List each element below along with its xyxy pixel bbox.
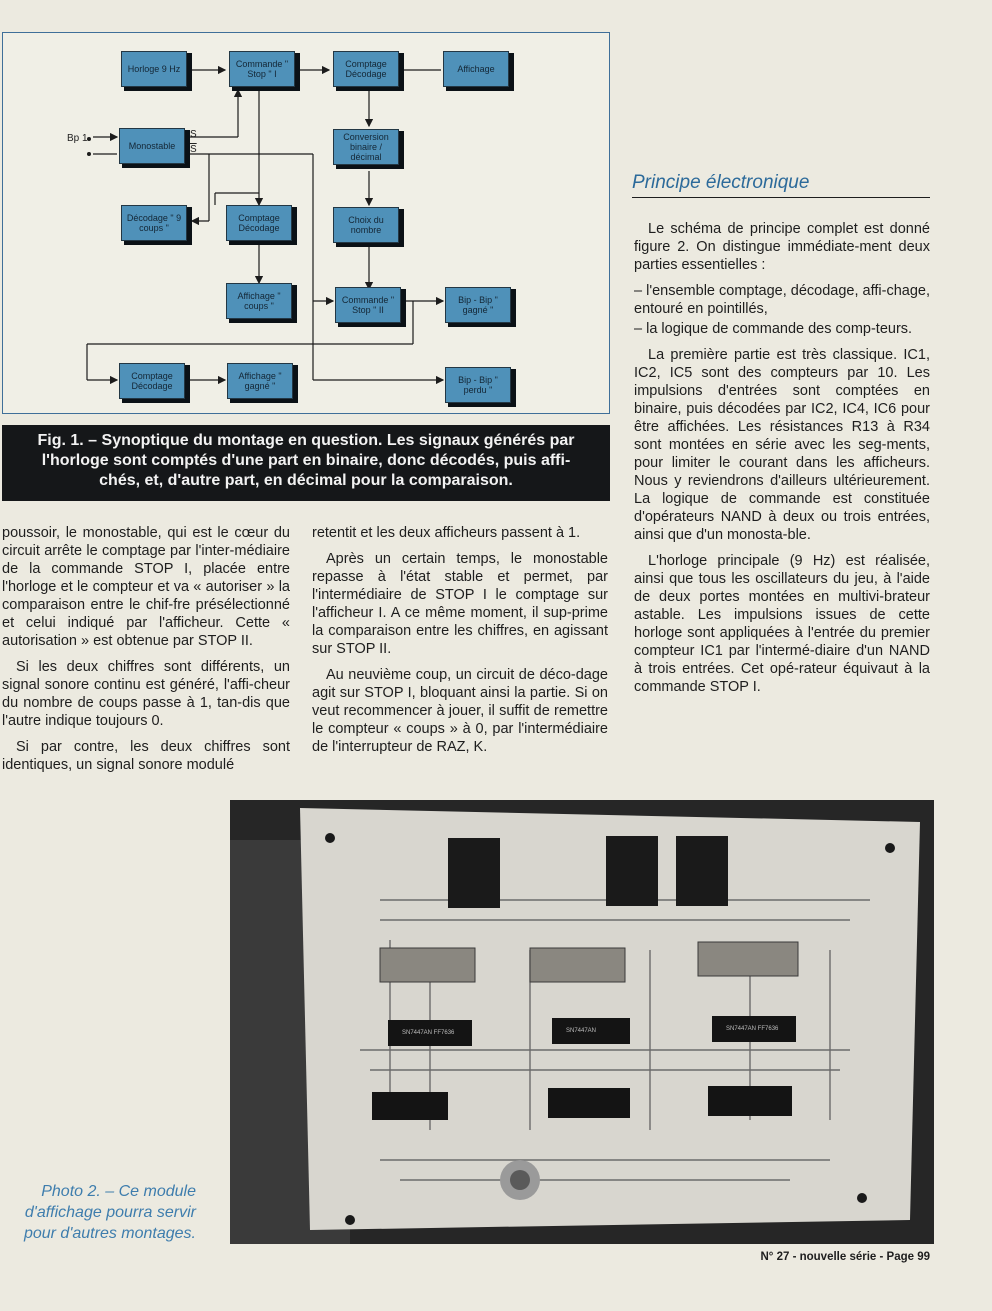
page-footer: N° 27 - nouvelle série - Page 99 <box>760 1251 930 1263</box>
s-output-label: S <box>190 129 197 140</box>
block-comptage1-label: Comptage Décodage <box>333 51 399 87</box>
paragraph: – l'ensemble comptage, décodage, affi-chage, entouré en pointillés, <box>634 283 930 317</box>
caption-line: chés, et, d'autre part, en décimal pour la comparaison. <box>99 472 513 489</box>
chip-label: SN7447AN <box>566 1028 597 1034</box>
paragraph: La première partie est très classique. IC1, IC2, IC5 sont des compteurs par 10. Les impulsions d'entrées sont comptées en binaire, puis décodées par IC2, IC4, IC6 pour être affichées. Les résistances R13 à R34 sont montées en série avec les seg-ments, pour limiter le courant dans les afficheurs. Nous y reviendrons d'ailleurs ultérieurement. La logique de commande est constituée d'opérateurs NAND à deux ou trois entrées, ainsi que d'un monosta-ble. <box>634 347 930 543</box>
block-monostable-label: Monostable <box>119 128 185 164</box>
block-horloge-label: Horloge 9 Hz <box>121 51 187 87</box>
section-title: Principe électronique <box>632 172 930 198</box>
caption-line: Fig. 1. – Synoptique du montage en question. Les signaux générés par <box>37 432 575 449</box>
block-bipperdu-label: Bip - Bip " perdu " <box>445 367 511 403</box>
block-affichage-label: Affichage <box>443 51 509 87</box>
column-middle <box>312 524 608 764</box>
chip-label: SN7447AN FF7636 <box>726 1026 779 1032</box>
paragraph: poussoir, le monostable, qui est le cœur du circuit arrête le comptage par l'inter-médiaire de la commande STOP I, placée entre l'horloge et le compteur et va « autoriser » la comparaison entre le chif-fre présélectionné et celui indiqué par l'afficheur. Cette « autorisation » est obtenue par STOP II. <box>2 525 290 649</box>
paragraph: Si les deux chiffres sont différents, un signal sonore continu est généré, l'affi-cheur du nombre de coups passe à 1, tan-dis que l'autre indique toujours 0. <box>2 659 290 729</box>
paragraph: retentit et les deux afficheurs passent à 1. <box>312 525 581 541</box>
block-comptage2-label: Comptage Décodage <box>226 205 292 241</box>
block-stop1-label: Commande " Stop " I <box>229 51 295 87</box>
paragraph: Si par contre, les deux chiffres sont identiques, un signal sonore modulé <box>2 739 290 773</box>
block-stop2-label: Commande " Stop " II <box>335 287 401 323</box>
bp1-label: Bp 1 <box>67 133 88 144</box>
column-right <box>634 220 930 704</box>
block-decodage9-label: Décodage " 9 coups " <box>121 205 187 241</box>
circuit-board-photo <box>230 800 934 1244</box>
block-choix-label: Choix du nombre <box>333 207 399 243</box>
paragraph: Le schéma de principe complet est donné figure 2. On distingue immédiate-ment deux parties essentielles : <box>634 221 930 273</box>
block-comptage3-label: Comptage Décodage <box>119 363 185 399</box>
block-affcoups-label: Affichage " coups " <box>226 283 292 319</box>
caption-line: l'horloge sont comptés d'une part en binaire, donc décodés, puis affi- <box>41 452 571 469</box>
block-bipgagne-label: Bip - Bip " gagné " <box>445 287 511 323</box>
connection-lines <box>3 33 609 413</box>
column-left <box>2 524 290 782</box>
synoptic-figure <box>2 32 610 414</box>
photo-caption: Photo 2. – Ce module d'affichage pourra servir pour d'autres montages. <box>23 1183 196 1242</box>
pcb-illustration <box>230 800 934 1244</box>
paragraph: – la logique de commande des comp-teurs. <box>634 321 913 337</box>
figure-caption <box>2 425 610 501</box>
paragraph: L'horloge principale (9 Hz) est réalisée, ainsi que tous les oscillateurs du jeu, à l'aide de deux portes montées en multivi-brateur astable. Les impulsions issues de cette horloge sont appliquées à l'entrée du premier compteur IC1 par l'intermé-diaire d'un NAND à trois entrées. Cet opé-rateur équivaut à la commande STOP I. <box>634 553 930 695</box>
block-affgagne-label: Affichage " gagné " <box>227 363 293 399</box>
paragraph: Après un certain temps, le monostable repasse à l'état stable et permet, par l'intermédiaire de STOP I le comptage sur l'afficheur I. A ce même moment, il sup-prime la comparaison entre les chiffres, en agissant sur STOP II. <box>312 551 608 657</box>
sbar-output-label: $\overline{S}$ <box>190 144 197 155</box>
chip-label: SN7447AN FF7636 <box>402 1030 455 1036</box>
block-conversion-label: Conversion binaire / décimal <box>333 129 399 165</box>
paragraph: Au neuvième coup, un circuit de déco-dage agit sur STOP I, bloquant ainsi la partie. Si on veut recommencer à jouer, il suffit de remettre le compteur « coups » à 0, par l'intermédiaire de l'interrupteur de RAZ, K. <box>312 667 608 755</box>
